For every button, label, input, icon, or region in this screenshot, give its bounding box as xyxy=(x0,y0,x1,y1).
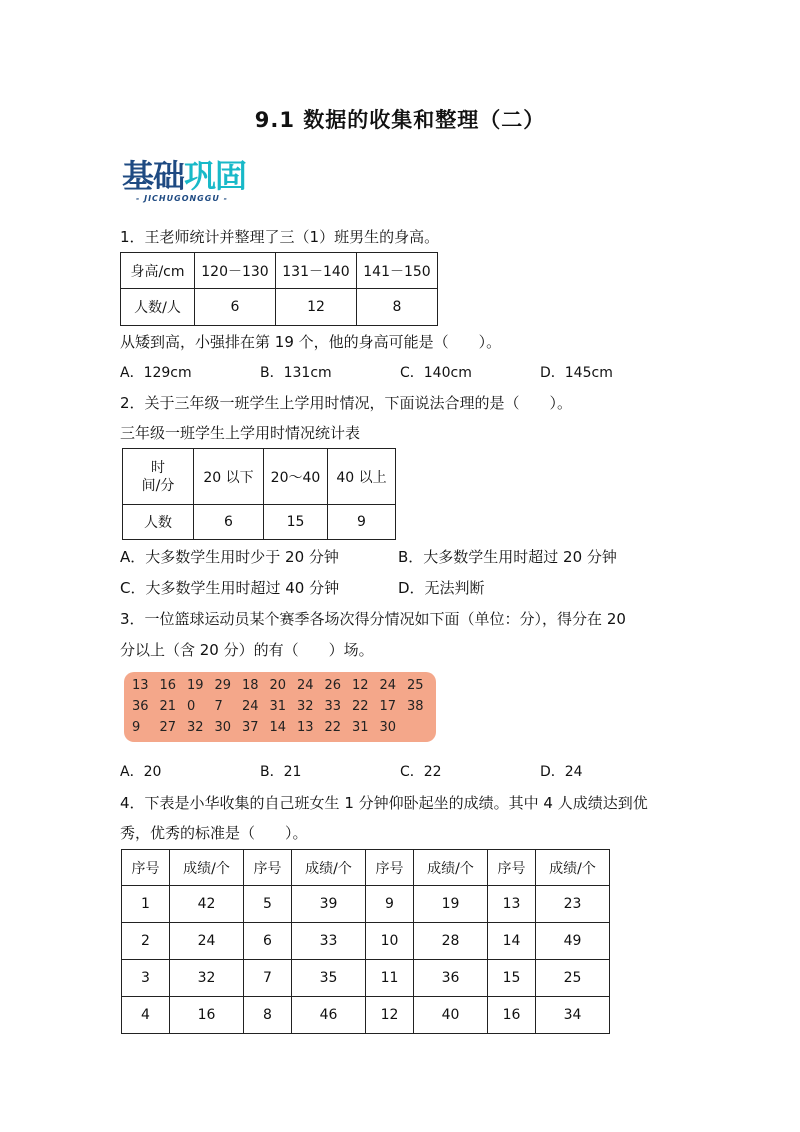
q4-cell: 34 xyxy=(536,997,610,1034)
q4-cell: 33 xyxy=(292,923,366,960)
q3-stem-line2: 分以上（含 20 分）的有（ ）场。 xyxy=(120,641,374,659)
score: 25 xyxy=(407,678,424,693)
q4-cell: 14 xyxy=(488,923,536,960)
q1-stem: 1．王老师统计并整理了三（1）班男生的身高。 xyxy=(120,228,440,246)
score: 24 xyxy=(242,699,259,714)
score: 22 xyxy=(324,720,342,735)
q4-cell: 35 xyxy=(292,960,366,997)
q4-cell: 46 xyxy=(292,997,366,1034)
q2-header-cell xyxy=(123,449,194,505)
q1-option-c[interactable]: C．140cm xyxy=(400,365,472,381)
q2-header-line2: 间/分 xyxy=(141,477,175,494)
logo-text xyxy=(122,158,272,194)
q4-cell: 39 xyxy=(292,886,366,923)
q4-cell: 10 xyxy=(366,923,414,960)
q4-table xyxy=(121,849,610,1034)
q1-option-b[interactable]: B．131cm xyxy=(260,365,332,381)
q4-cell: 28 xyxy=(414,923,488,960)
q4-cell: 2 xyxy=(122,923,170,960)
q1-option-d[interactable]: D．145cm xyxy=(540,365,613,381)
q2-option-b[interactable]: B．大多数学生用时超过 20 分钟 xyxy=(398,548,617,566)
score: 22 xyxy=(352,699,369,714)
q3-option-d[interactable]: D．24 xyxy=(540,764,583,780)
q4-header-cell: 序号 xyxy=(366,850,414,886)
q2-table-title: 三年级一班学生上学用时情况统计表 xyxy=(120,424,361,442)
q1-row-cell: 人数/人 xyxy=(121,289,195,326)
q2-row-cell: 9 xyxy=(328,505,396,540)
q4-cell: 19 xyxy=(414,886,488,923)
q1-question: 从矮到高，小强排在第 19 个，他的身高可能是（ ）。 xyxy=(120,333,502,351)
q4-cell: 6 xyxy=(244,923,292,960)
q2-header-cell: 20 以下 xyxy=(194,449,264,505)
q4-cell: 12 xyxy=(366,997,414,1034)
q2-header-line1: 时 xyxy=(151,459,165,476)
q4-cell: 24 xyxy=(170,923,244,960)
score: 13 xyxy=(297,720,314,735)
scores-box xyxy=(124,672,436,742)
q4-cell: 5 xyxy=(244,886,292,923)
score: 20 xyxy=(269,678,287,693)
scores-row xyxy=(132,720,407,735)
q4-cell: 8 xyxy=(244,997,292,1034)
score: 29 xyxy=(214,678,232,693)
score: 17 xyxy=(379,699,397,714)
score: 31 xyxy=(269,699,287,714)
q4-header-cell: 序号 xyxy=(122,850,170,886)
q4-cell: 16 xyxy=(488,997,536,1034)
q4-cell: 16 xyxy=(170,997,244,1034)
q4-header-cell: 成绩/个 xyxy=(536,850,610,886)
score: 26 xyxy=(324,678,342,693)
q1-header-cell: 131－140 xyxy=(276,253,357,289)
q1-row-cell: 8 xyxy=(357,289,438,326)
q1-header-cell: 141－150 xyxy=(357,253,438,289)
q4-header-cell: 成绩/个 xyxy=(292,850,366,886)
q4-cell: 1 xyxy=(122,886,170,923)
score: 0 xyxy=(187,699,196,714)
q4-header-cell: 成绩/个 xyxy=(414,850,488,886)
score: 32 xyxy=(187,720,204,735)
q3-option-c[interactable]: C．22 xyxy=(400,764,442,780)
q4-cell: 11 xyxy=(366,960,414,997)
q1-table xyxy=(120,252,438,326)
q4-cell: 3 xyxy=(122,960,170,997)
q2-table xyxy=(122,448,396,540)
score: 18 xyxy=(242,678,259,693)
q4-cell: 9 xyxy=(366,886,414,923)
scores-row xyxy=(132,678,435,693)
score: 36 xyxy=(132,699,149,714)
logo-subtitle: - JICHUGONGGU - xyxy=(136,194,228,203)
score: 24 xyxy=(297,678,314,693)
q1-option-a[interactable]: A．129cm xyxy=(120,365,192,381)
q1-header-cell: 身高/cm xyxy=(121,253,195,289)
page-title: 9.1 数据的收集和整理（二） xyxy=(254,108,546,132)
q2-option-c[interactable]: C．大多数学生用时超过 40 分钟 xyxy=(120,579,340,597)
q1-row-cell: 6 xyxy=(195,289,276,326)
q3-option-b[interactable]: B．21 xyxy=(260,764,302,780)
score: 16 xyxy=(159,678,177,693)
q4-stem-line1: 4．下表是小华收集的自己班女生 1 分钟仰卧起坐的成绩。其中 4 人成绩达到优 xyxy=(120,794,648,812)
q4-header-cell: 序号 xyxy=(488,850,536,886)
score: 31 xyxy=(352,720,369,735)
q4-cell: 13 xyxy=(488,886,536,923)
q2-row-cell: 15 xyxy=(264,505,328,540)
score: 19 xyxy=(187,678,204,693)
q3-stem-line1: 3．一位篮球运动员某个赛季各场次得分情况如下面（单位：分），得分在 20 xyxy=(120,610,626,628)
q2-header-cell: 40 以上 xyxy=(328,449,396,505)
q4-header-cell: 序号 xyxy=(244,850,292,886)
score: 30 xyxy=(379,720,397,735)
q4-cell: 49 xyxy=(536,923,610,960)
q2-row-cell: 6 xyxy=(194,505,264,540)
q4-cell: 7 xyxy=(244,960,292,997)
logo-part1: 基础 xyxy=(122,157,185,195)
q2-option-d[interactable]: D．无法判断 xyxy=(398,579,485,597)
q3-option-a[interactable]: A．20 xyxy=(120,764,162,780)
q1-row-cell: 12 xyxy=(276,289,357,326)
logo-part2: 巩固 xyxy=(184,157,247,195)
score: 24 xyxy=(379,678,397,693)
score: 32 xyxy=(297,699,314,714)
q2-header-cell: 20～40 xyxy=(264,449,328,505)
q4-cell: 42 xyxy=(170,886,244,923)
score: 9 xyxy=(132,720,141,735)
q4-header-cell: 成绩/个 xyxy=(170,850,244,886)
score: 21 xyxy=(159,699,177,714)
score: 7 xyxy=(214,699,223,714)
score: 27 xyxy=(159,720,177,735)
score: 30 xyxy=(214,720,232,735)
score: 37 xyxy=(242,720,259,735)
score: 13 xyxy=(132,678,149,693)
scores-row xyxy=(132,699,435,714)
q4-cell: 4 xyxy=(122,997,170,1034)
score: 33 xyxy=(324,699,342,714)
score: 12 xyxy=(352,678,369,693)
q4-stem-line2: 秀，优秀的标准是（ ）。 xyxy=(120,824,308,842)
q2-stem: 2．关于三年级一班学生上学用时情况，下面说法合理的是（ ）。 xyxy=(120,394,573,412)
q1-header-cell: 120－130 xyxy=(195,253,276,289)
score: 14 xyxy=(269,720,287,735)
q4-cell: 23 xyxy=(536,886,610,923)
q2-row-cell: 人数 xyxy=(123,505,194,540)
q4-cell: 36 xyxy=(414,960,488,997)
q4-cell: 25 xyxy=(536,960,610,997)
q2-option-a[interactable]: A．大多数学生用时少于 20 分钟 xyxy=(120,548,339,566)
score: 38 xyxy=(407,699,424,714)
section-logo xyxy=(122,158,272,206)
q4-cell: 15 xyxy=(488,960,536,997)
q4-cell: 32 xyxy=(170,960,244,997)
q4-cell: 40 xyxy=(414,997,488,1034)
